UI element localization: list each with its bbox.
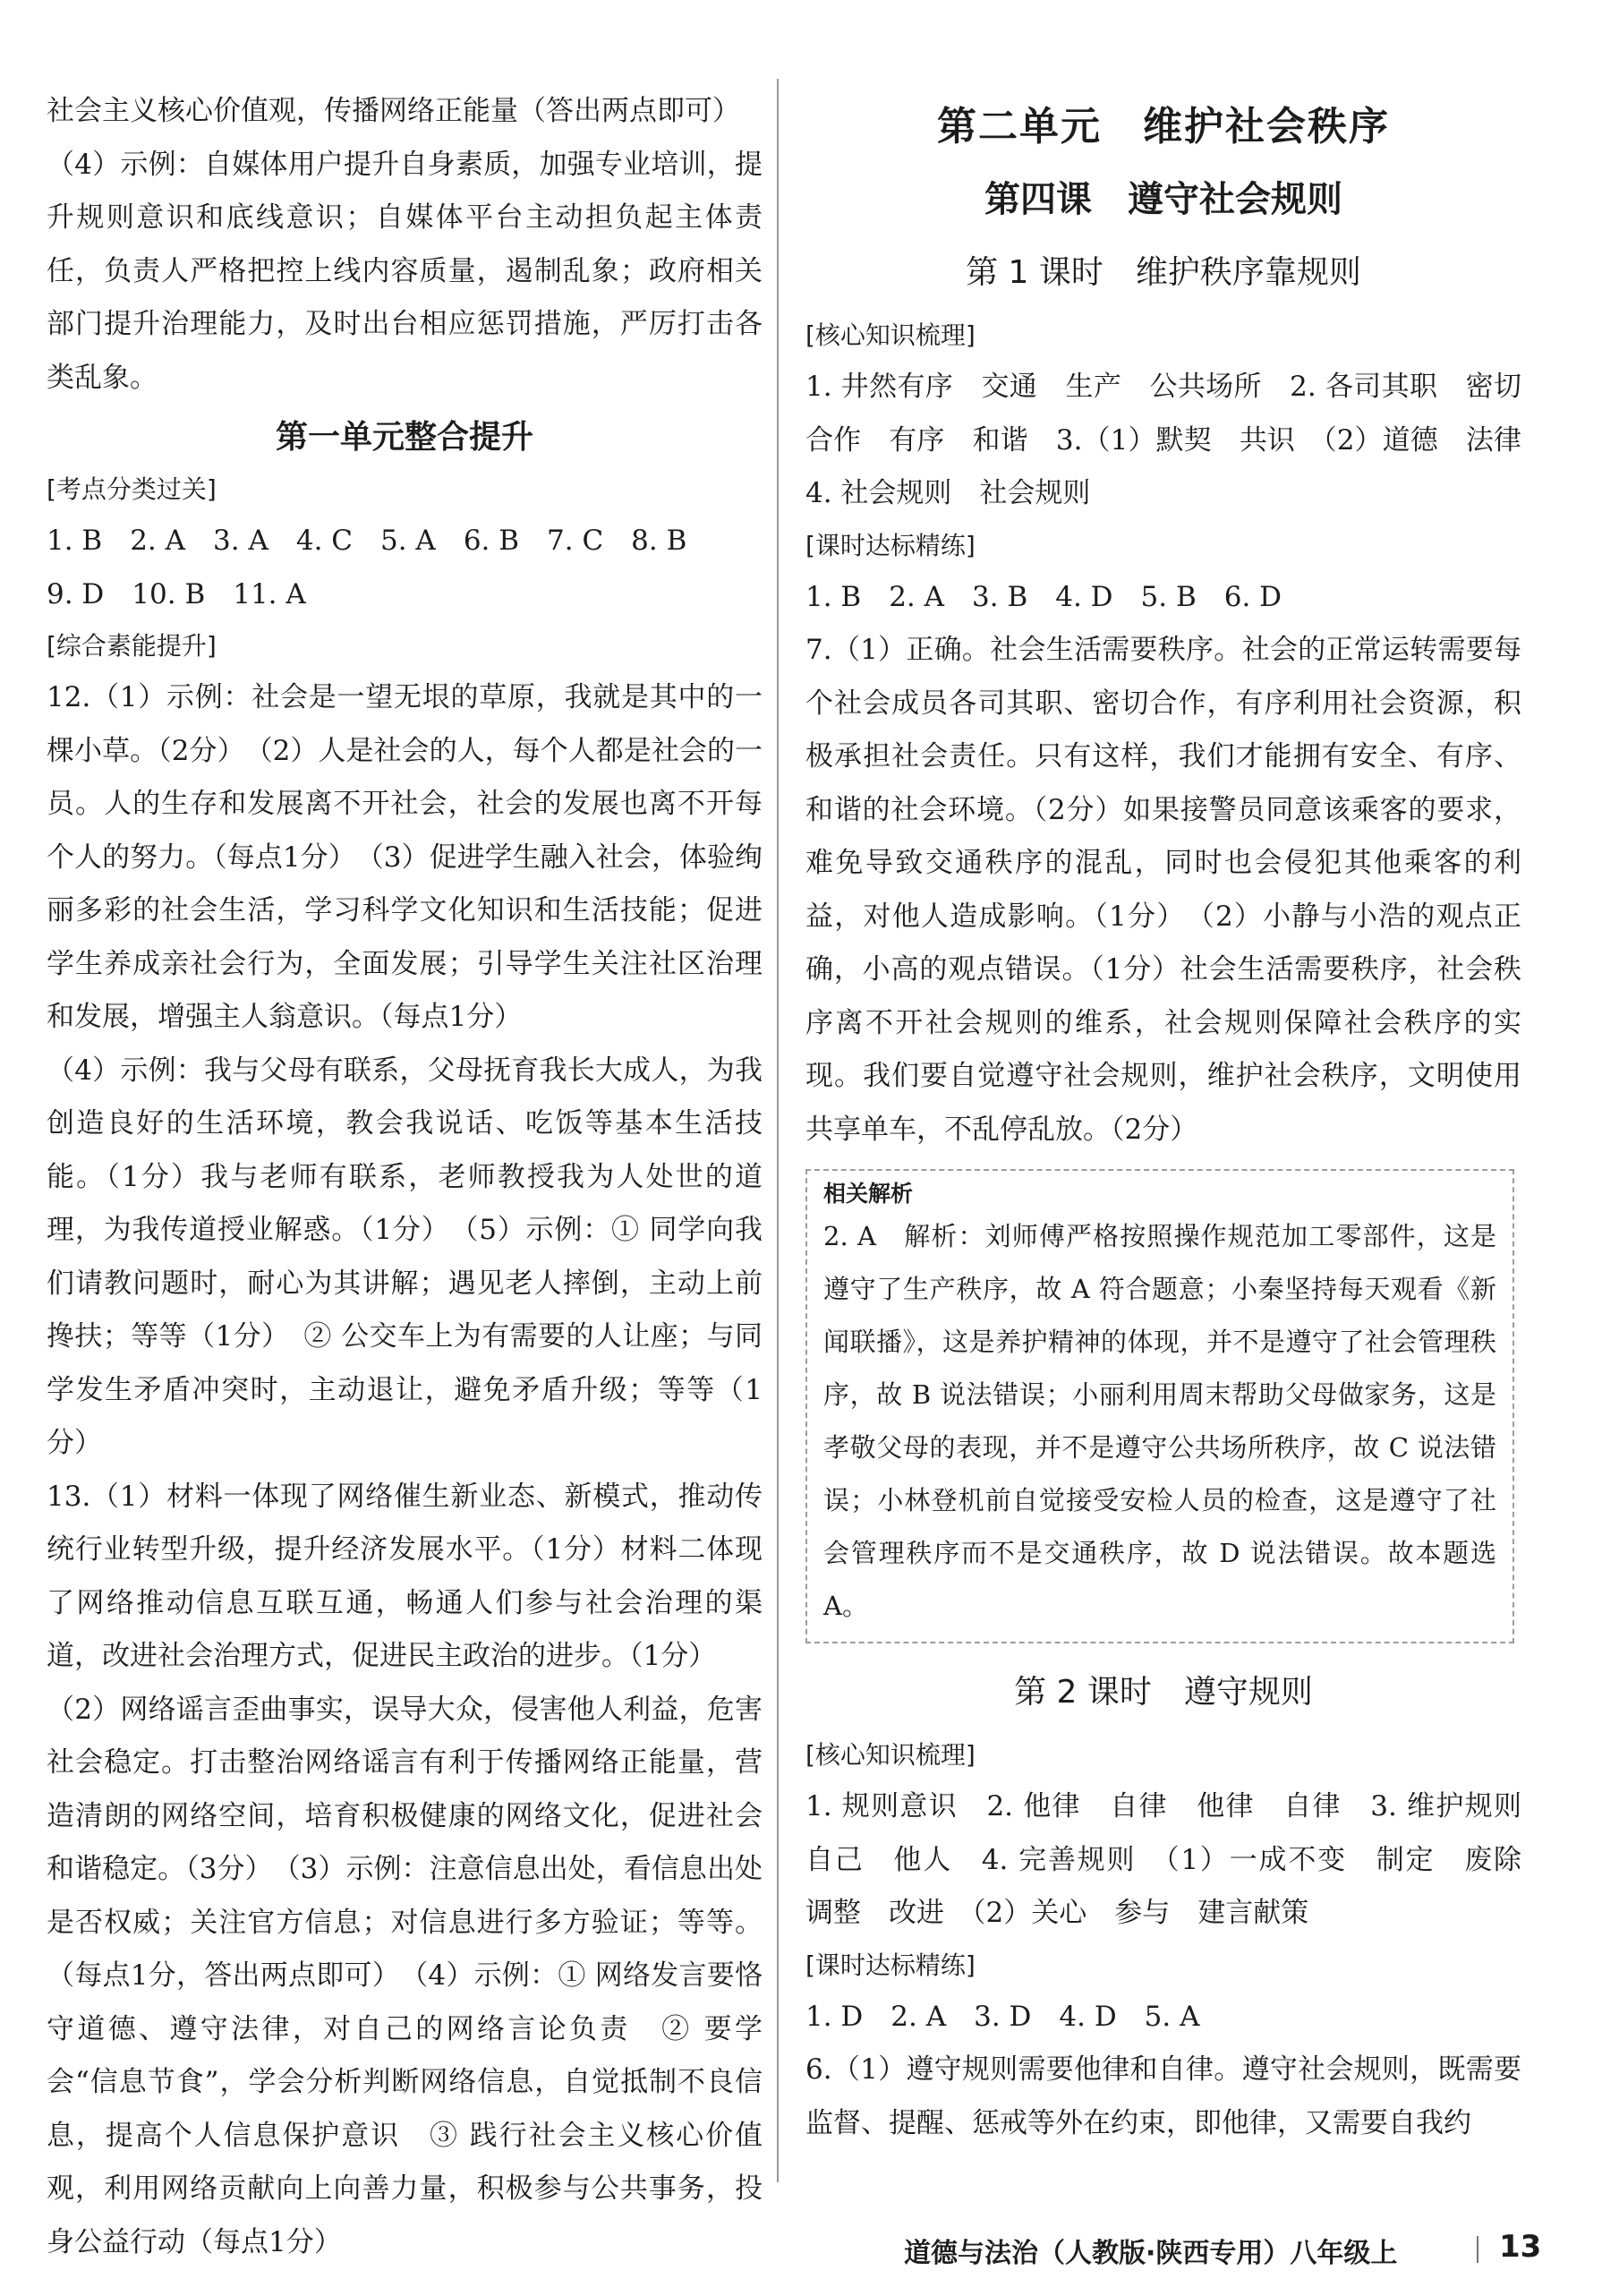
footer-separator [1477,2236,1478,2263]
period-2-title: 第 2 课时 遵守规则 [1014,1674,1313,1711]
period-2-core-answers: 1. 规则意识 2. 他律 自律 他律 自律 3. 维护规则 自己 他人 4. 完善规则 （1）一成不变 制定 废除 调整 改进 （2）关心 参与 建言献策 [805,1790,1549,1929]
tag-core-knowledge-2: [核心知识梳理] [805,1740,976,1770]
period-1-question-7: 7.（1）正确。社会生活需要秩序。社会的正常运转需要每个社会成员各司其职、密切合作，有序利用社会资源，积极承担社会责任。只有这样，我们才能拥有安全、有序、和谐的社会环境。（2分）如果接警员同意该乘客的要求，难免导致交通秩序的混乱，同时也会侵犯其他乘客的利益，对他人造成影响。（1分） （2）小静与小浩的观点正确，小高的观点错误。（1分）社会生活需要秩序，社会秩序离不开社会规则的维系，社会规则保障社会秩序的实现。我们要自觉遵守社会规则，维护社会秩序，文明使用共享单车，不乱停乱放。（2分） [805,634,1521,1146]
page-number: 13 [1499,2229,1542,2265]
unit-title: 第二单元 维护社会秩序 [937,104,1390,149]
analysis-label: 相关解析 [823,1181,914,1207]
right-column [805,85,1549,2150]
period-2-question-6: 6.（1）遵守规则需要他律和自律。遵守社会规则，既需要监督、提醒、惩戒等外在约束，即他律，又需要自我约 [805,2053,1521,2139]
tag-practice: [课时达标精练] [805,530,976,560]
column-divider [777,79,779,2182]
page-footer [904,2229,1548,2274]
question-12: 12.（1）示例：社会是一望无垠的草原，我就是其中的一棵小草。（2分） （2）人是社会的人，每个人都是社会的一员。人的生存和发展离不开社会，社会的发展也离不开每个人的努力。（每点1分） （3）促进学生融入社会，体验绚丽多彩的社会生活，学习科学文化知识和生活技能；促进学生养成亲社会行为，全面发展；引导学生关注社区治理和发展，增强主人翁意识。（每点1分） [47,681,763,1033]
analysis-box [805,1169,1514,1643]
book-title: 道德与法治（人教版·陕西专用）八年级上 [904,2238,1398,2269]
intro-line-1: 社会主义核心价值观，传播网络正能量（答出两点即可） [47,95,740,127]
question-13-part2: （2）网络谣言歪曲事实，误导大众，侵害他人利益，危害社会稳定。打击整治网络谣言有利于传播网络正能量，营造清朗的网络空间，培育积极健康的网络文化，促进社会和谐稳定。（3分） （3）示例：注意信息出处，看信息出处是否权威；关注官方信息；对信息进行多方验证；等等。（每点1分，答出两点即可） （4）示例：① 网络发言要恪守道德、遵守法律，对自己的网络言论负责 ② 要学会“信息节食”，学会分析判断网络信息，自觉抵制不良信息，提高个人信息保护意识 ③ 践行社会主义核心价值观，利用网络贡献向上向善力量，积极参与公共事务，投身公益行动（每点1分） [47,1693,763,2258]
intro-line-2: （4）示例：自媒体用户提升自身素质，加强专业培训，提升规则意识和底线意识；自媒体平台主动担负起主体责任，负责人严格把控上线内容质量，遏制乱象；政府相关部门提升治理能力，及时出台相应惩罚措施，严厉打击各类乱象。 [47,148,763,394]
period-2-answers: 1. D 2. A 3. D 4. D 5. A [805,2000,1200,2033]
period-1-core-answers: 1. 井然有序 交通 生产 公共场所 2. 各司其职 密切合作 有序 和谐 3.（1）默契 共识 （2）道德 法律 4. 社会规则 社会规则 [805,371,1549,509]
analysis-text: 2. A 解析：刘师傅严格按照操作规范加工零部件，这是遵守了生产秩序，故 A 符合题意；小秦坚持每天观看《新闻联播》，这是养护精神的体现，并不是遵守了社会管理秩序，故 B 说法错误；小丽利用周末帮助父母做家务，这是孝敬父母的表现，并不是遵守公共场所秩序，故 C 说法错误；小林登机前自觉接受安检人员的检查，这是遵守了社会管理秩序而不是交通秩序，故 D 说法错误。故本题选 A。 [823,1221,1496,1621]
period-1-title: 第 1 课时 维护秩序靠规则 [966,254,1361,291]
period-1-answers: 1. B 2. A 3. B 4. D 5. B 6. D [805,580,1282,613]
tag-comprehensive: [综合素能提升] [47,631,217,661]
question-12-part2: （4）示例：我与父母有联系，父母抚育我长大成人，为我创造良好的生活环境，教会我说话、吃饭等基本生活技能。（1分）我与老师有联系，老师教授我为人处世的道理，为我传道授业解惑。（1分） （5）示例：① 同学向我们请教问题时，耐心为其讲解；遇见老人摔倒，主动上前搀扶；等等（1分） ② 公交车上为有需要的人让座；与同学发生矛盾冲突时，主动退让，避免矛盾升级；等等（1分） [47,1054,763,1459]
tag-core-knowledge: [核心知识梳理] [805,320,976,350]
tag-practice-2: [课时达标精练] [805,1950,976,1980]
question-13: 13.（1）材料一体现了网络催生新业态、新模式，推动传统行业转型升级，提升经济发展水平。（1分）材料二体现了网络推动信息互联互通，畅通人们参与社会治理的渠道，改进社会治理方式，促进民主政治的进步。（1分） [47,1480,763,1672]
lesson-title: 第四课 遵守社会规则 [984,179,1342,220]
answers-row-2: 9. D 10. B 11. A [47,577,306,610]
section-title: 第一单元整合提升 [275,419,533,456]
tag-category-review: [考点分类过关] [47,474,217,504]
answers-row-1: 1. B 2. A 3. A 4. C 5. A 6. B 7. C 8. B [47,525,687,557]
left-column [47,85,763,2269]
